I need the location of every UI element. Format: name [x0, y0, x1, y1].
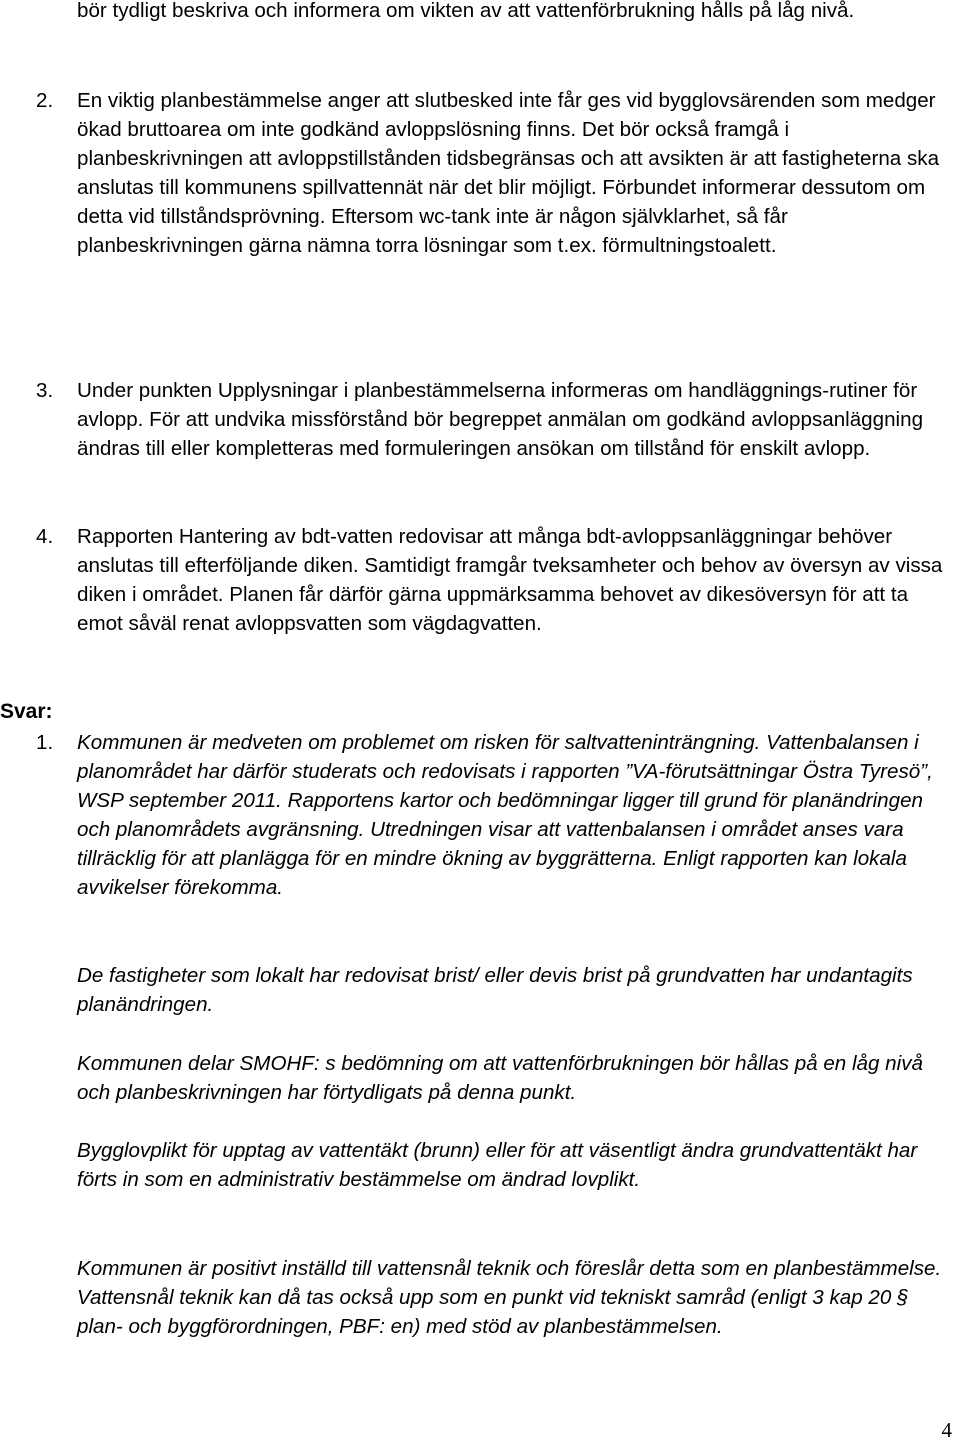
intro-continuation: bör tydligt beskriva och informera om vikten av att vattenförbrukning hålls på låg nivå.	[77, 0, 855, 22]
item-text-2: En viktig planbestämmelse anger att slutbesked inte får ges vid bygglovsärenden som medger ökad bruttoarea om inte godkänd avloppslösning finns. Det bör också framgå i planbeskrivningen att avloppstillstånden tidsbegränsas och att avsikten är att fastigheterna ska anslutas till kommunens spillvattennät när det blir möjligt. Förbundet informerar dessutom om detta vid tillståndsprövning. Eftersom wc-tank inte är någon självklarhet, så får planbeskrivningen gärna nämna torra lösningar som t.ex. förmultningstoalett.	[77, 89, 940, 257]
answer-paragraph-4: Bygglovplikt för upptag av vattentäkt (brunn) eller för att väsentligt ändra grundvattentäkt har förts in som en administrativ bestämmelse om ändrad lovplikt.	[77, 1139, 918, 1191]
answer-number-1: 1.	[36, 731, 54, 754]
item-number-4: 4.	[36, 525, 54, 548]
page-number: 4	[941, 1418, 952, 1442]
item-number-3: 3.	[36, 379, 54, 402]
answer-heading: Svar:	[0, 700, 53, 723]
item-text-3: Under punkten Upplysningar i planbestämmelserna informeras om handläggnings-rutiner för avlopp. För att undvika missförstånd bör begreppet anmälan om godkänd avloppsanläggning ändras till eller kompletteras med formuleringen ansökan om tillstånd för enskilt avlopp.	[77, 379, 924, 460]
item-number-2: 2.	[36, 89, 54, 112]
item-text-4: Rapporten Hantering av bdt-vatten redovisar att många bdt-avloppsanläggningar behöver anslutas till efterföljande diken. Samtidigt framgår tveksamheter och behov av översyn av vissa diken i området. Planen får därför gärna uppmärksamma behovet av dikesöversyn för att ta emot såväl renat avloppsvatten som vägdagvatten.	[77, 525, 943, 635]
answer-paragraph-3: Kommunen delar SMOHF: s bedömning om att vattenförbrukningen bör hållas på en låg nivå och planbeskrivningen har förtydligats på denna punkt.	[77, 1052, 923, 1104]
answer-paragraph-2: De fastigheter som lokalt har redovisat brist/ eller devis brist på grundvatten har undantagits planändringen.	[77, 964, 913, 1016]
answer-paragraph-1: Kommunen är medveten om problemet om risken för saltvatteninträngning. Vattenbalansen i planområdet har därför studerats och redovisats i rapporten ”VA-förutsättningar Östra Tyresö”, WSP september 2011. Rapportens kartor och bedömningar ligger till grund för planändringen och planområdets avgränsning. Utredningen visar att vattenbalansen i området anses vara tillräcklig för att planlägga för en mindre ökning av byggrätterna. Enligt rapporten kan lokala avvikelser förekomma.	[77, 731, 933, 899]
answer-paragraph-5: Kommunen är positivt inställd till vattensnål teknik och föreslår detta som en planbestämmelse. Vattensnål teknik kan då tas också upp som en punkt vid tekniskt samråd (enligt 3 kap 20 § plan- och byggförordningen, PBF: en) med stöd av planbestämmelsen.	[77, 1257, 942, 1338]
